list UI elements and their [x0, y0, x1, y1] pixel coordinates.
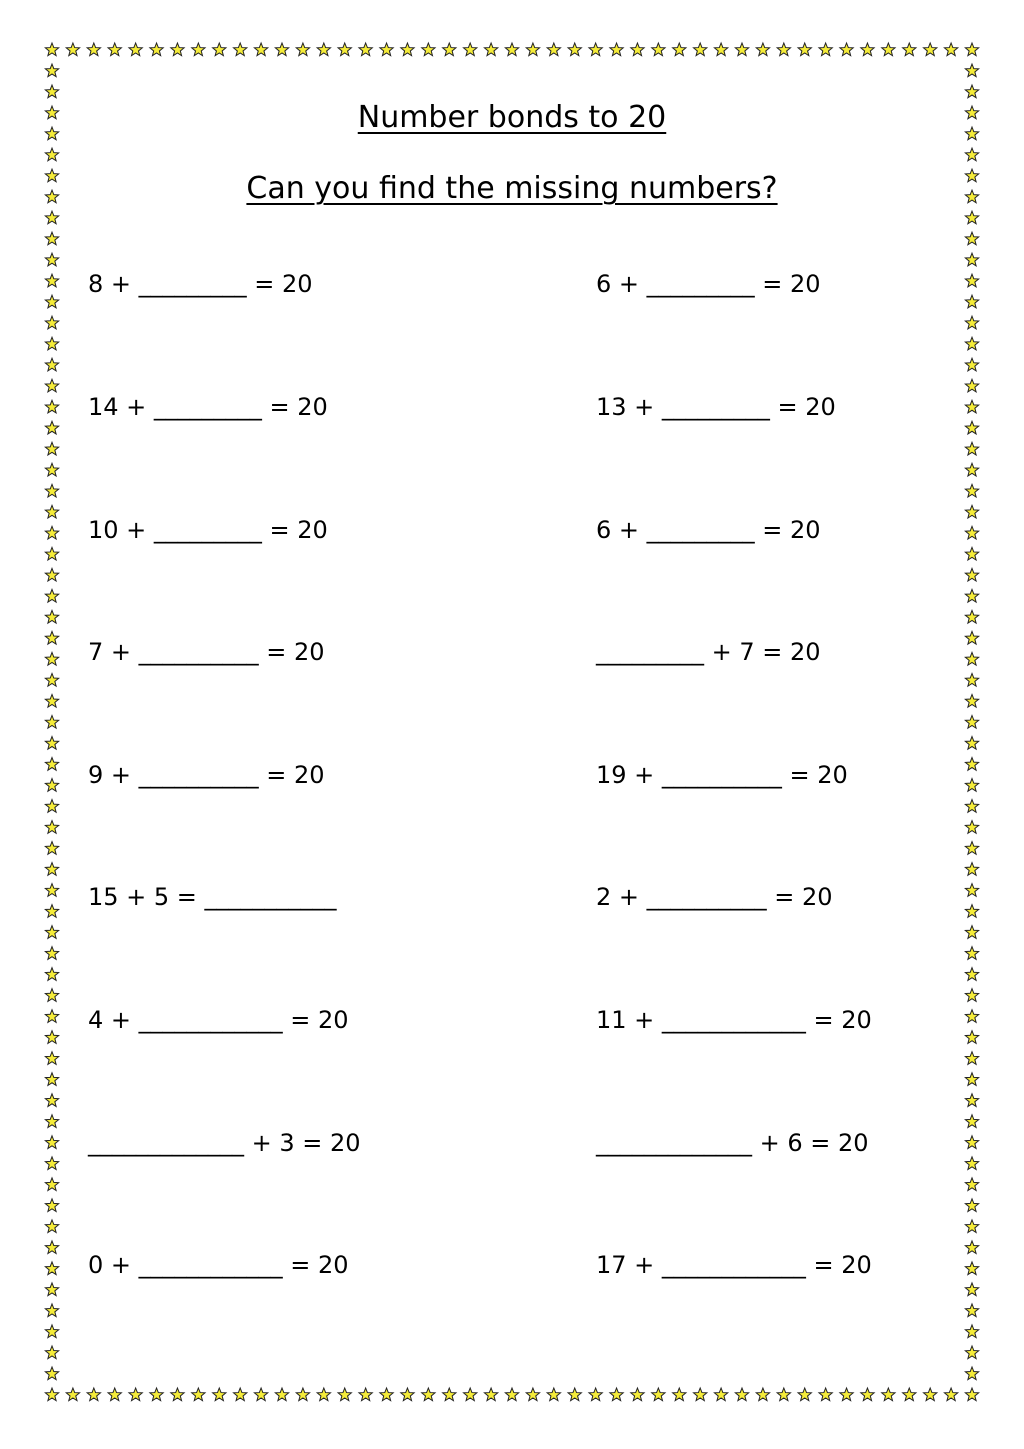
border-star-icon [965, 1010, 978, 1023]
border-star-icon [965, 758, 978, 771]
border-star-icon [45, 968, 58, 981]
border-star-icon [965, 737, 978, 750]
border-star-icon [275, 1388, 288, 1401]
border-star-icon [296, 43, 309, 56]
worksheet-subtitle-text: Can you find the missing numbers? [246, 171, 778, 206]
border-star-icon [610, 43, 623, 56]
border-star-icon [150, 43, 163, 56]
border-star-icon [965, 1136, 978, 1149]
border-star-icon [45, 358, 58, 371]
border-star-icon [735, 1388, 748, 1401]
border-star-icon [380, 1388, 393, 1401]
border-star-icon [965, 379, 978, 392]
border-star-icon [965, 1388, 978, 1401]
border-star-icon [965, 1094, 978, 1107]
problem-left[interactable]: 7 + __________ = 20 [88, 638, 325, 666]
border-star-icon [965, 1262, 978, 1275]
border-star-icon [359, 1388, 372, 1401]
border-star-icon [965, 842, 978, 855]
border-star-icon [45, 43, 58, 56]
border-star-icon [777, 43, 790, 56]
border-star-icon [903, 43, 916, 56]
border-star-icon [965, 64, 978, 77]
border-star-icon [756, 43, 769, 56]
border-star-icon [861, 1388, 874, 1401]
border-star-icon [45, 337, 58, 350]
border-star-icon [296, 1388, 309, 1401]
border-star-icon [45, 568, 58, 581]
worksheet-title-text: Number bonds to 20 [357, 100, 667, 135]
border-star-icon [965, 652, 978, 665]
border-star-icon [965, 211, 978, 224]
border-star-icon [965, 1052, 978, 1065]
border-star-icon [45, 1178, 58, 1191]
border-star-icon [610, 1388, 623, 1401]
border-star-icon [213, 1388, 226, 1401]
border-star-icon [965, 295, 978, 308]
border-star-icon [45, 1115, 58, 1128]
border-star-icon [965, 43, 978, 56]
border-star-icon [965, 1367, 978, 1380]
border-star-icon [965, 1157, 978, 1170]
border-star-icon [45, 379, 58, 392]
border-star-icon [882, 1388, 895, 1401]
border-star-icon [965, 148, 978, 161]
border-star-icon [45, 631, 58, 644]
border-star-icon [45, 484, 58, 497]
border-star-icon [317, 43, 330, 56]
border-star-icon [965, 1220, 978, 1233]
border-star-icon [965, 905, 978, 918]
border-star-icon [422, 43, 435, 56]
border-star-icon [484, 43, 497, 56]
border-star-icon [840, 43, 853, 56]
border-star-icon [45, 463, 58, 476]
border-star-icon [798, 43, 811, 56]
border-star-icon [965, 1073, 978, 1086]
border-star-icon [45, 421, 58, 434]
border-star-icon [924, 1388, 937, 1401]
border-star-icon [714, 43, 727, 56]
border-star-icon [234, 43, 247, 56]
border-star-icon [45, 989, 58, 1002]
border-star-icon [338, 1388, 351, 1401]
border-star-icon [129, 1388, 142, 1401]
border-star-icon [45, 673, 58, 686]
border-star-icon [882, 43, 895, 56]
border-star-icon [45, 1262, 58, 1275]
border-star-icon [965, 1304, 978, 1317]
border-star-icon [965, 863, 978, 876]
border-star-icon [45, 758, 58, 771]
worksheet-title [0, 100, 1024, 135]
border-star-icon [631, 43, 644, 56]
border-star-icon [714, 1388, 727, 1401]
border-star-icon [234, 1388, 247, 1401]
border-star-icon [965, 589, 978, 602]
border-star-icon [965, 358, 978, 371]
border-star-icon [275, 43, 288, 56]
border-star-icon [380, 43, 393, 56]
problem-right[interactable]: 2 + __________ = 20 [596, 883, 833, 911]
border-star-icon [45, 1010, 58, 1023]
border-star-icon [45, 947, 58, 960]
problem-right[interactable]: 17 + ____________ = 20 [596, 1251, 872, 1279]
border-star-icon [45, 85, 58, 98]
border-star-icon [45, 821, 58, 834]
problem-left[interactable]: 0 + ____________ = 20 [88, 1251, 349, 1279]
border-star-icon [840, 1388, 853, 1401]
border-star-icon [924, 43, 937, 56]
border-star-icon [965, 947, 978, 960]
border-star-icon [965, 232, 978, 245]
border-star-icon [401, 43, 414, 56]
border-star-icon [45, 253, 58, 266]
border-star-icon [45, 1241, 58, 1254]
problem-left[interactable]: 4 + ____________ = 20 [88, 1006, 349, 1034]
border-star-icon [965, 316, 978, 329]
border-star-icon [673, 1388, 686, 1401]
problem-right[interactable]: 6 + _________ = 20 [596, 270, 821, 298]
border-star-icon [673, 43, 686, 56]
border-star-icon [652, 43, 665, 56]
border-star-icon [45, 652, 58, 665]
border-star-icon [45, 442, 58, 455]
border-star-icon [965, 1178, 978, 1191]
border-star-icon [965, 274, 978, 287]
border-star-icon [45, 1094, 58, 1107]
border-star-icon [965, 673, 978, 686]
border-star-icon [505, 43, 518, 56]
border-star-icon [443, 43, 456, 56]
border-star-icon [965, 505, 978, 518]
border-star-icon [87, 1388, 100, 1401]
border-star-icon [965, 463, 978, 476]
border-star-icon [944, 1388, 957, 1401]
border-star-icon [965, 421, 978, 434]
border-star-icon [694, 1388, 707, 1401]
border-star-icon [45, 1283, 58, 1296]
border-star-icon [568, 43, 581, 56]
border-star-icon [45, 526, 58, 539]
problem-right[interactable]: 6 + _________ = 20 [596, 516, 821, 544]
border-star-icon [965, 716, 978, 729]
border-star-icon [45, 232, 58, 245]
problem-right[interactable]: _________ + 7 = 20 [596, 638, 821, 666]
border-star-icon [45, 1388, 58, 1401]
border-star-icon [589, 43, 602, 56]
border-star-icon [965, 85, 978, 98]
border-star-icon [45, 505, 58, 518]
border-star-icon [108, 1388, 121, 1401]
border-star-icon [965, 884, 978, 897]
border-star-icon [45, 547, 58, 560]
border-star-icon [965, 631, 978, 644]
border-star-icon [756, 1388, 769, 1401]
border-star-icon [965, 547, 978, 560]
border-star-icon [66, 1388, 79, 1401]
border-star-icon [965, 926, 978, 939]
border-star-icon [108, 43, 121, 56]
problem-left[interactable]: 8 + _________ = 20 [88, 270, 313, 298]
border-star-icon [798, 1388, 811, 1401]
border-star-icon [464, 1388, 477, 1401]
border-star-icon [45, 1073, 58, 1086]
border-star-icon [965, 1241, 978, 1254]
border-star-icon [965, 1283, 978, 1296]
border-star-icon [944, 43, 957, 56]
border-star-icon [45, 884, 58, 897]
border-star-icon [819, 1388, 832, 1401]
border-star-icon [965, 821, 978, 834]
border-star-icon [589, 1388, 602, 1401]
border-star-icon [45, 148, 58, 161]
problem-left[interactable]: 14 + _________ = 20 [88, 393, 328, 421]
border-star-icon [192, 43, 205, 56]
border-star-icon [45, 1367, 58, 1380]
border-star-icon [694, 43, 707, 56]
border-star-icon [45, 589, 58, 602]
border-star-icon [965, 779, 978, 792]
border-star-icon [45, 274, 58, 287]
border-star-icon [317, 1388, 330, 1401]
border-star-icon [129, 43, 142, 56]
border-star-icon [861, 43, 874, 56]
border-star-icon [171, 1388, 184, 1401]
problem-right[interactable]: 11 + ____________ = 20 [596, 1006, 872, 1034]
border-star-icon [505, 1388, 518, 1401]
border-star-icon [45, 1220, 58, 1233]
border-star-icon [965, 1199, 978, 1212]
border-star-icon [735, 43, 748, 56]
border-star-icon [526, 43, 539, 56]
border-star-icon [359, 43, 372, 56]
problem-right[interactable]: 13 + _________ = 20 [596, 393, 836, 421]
border-star-icon [965, 694, 978, 707]
border-star-icon [45, 1052, 58, 1065]
problem-left[interactable]: 10 + _________ = 20 [88, 516, 328, 544]
border-star-icon [965, 442, 978, 455]
border-star-icon [45, 800, 58, 813]
border-star-icon [45, 1325, 58, 1338]
problem-left[interactable]: 9 + __________ = 20 [88, 761, 325, 789]
border-star-icon [631, 1388, 644, 1401]
problem-left[interactable]: 15 + 5 = ___________ [88, 883, 337, 911]
border-star-icon [965, 337, 978, 350]
border-star-icon [150, 1388, 163, 1401]
border-star-icon [965, 568, 978, 581]
border-star-icon [965, 400, 978, 413]
border-star-icon [45, 64, 58, 77]
border-star-icon [484, 1388, 497, 1401]
problem-right[interactable]: _____________ + 6 = 20 [596, 1129, 869, 1157]
border-star-icon [45, 1031, 58, 1044]
border-star-icon [819, 43, 832, 56]
border-star-icon [338, 43, 351, 56]
border-star-icon [192, 1388, 205, 1401]
problem-right[interactable]: 19 + __________ = 20 [596, 761, 848, 789]
border-star-icon [965, 1115, 978, 1128]
border-star-icon [526, 1388, 539, 1401]
border-star-icon [401, 1388, 414, 1401]
border-star-icon [965, 989, 978, 1002]
border-star-icon [45, 400, 58, 413]
border-star-icon [45, 316, 58, 329]
border-star-icon [45, 1199, 58, 1212]
border-star-icon [443, 1388, 456, 1401]
border-star-icon [45, 737, 58, 750]
border-star-icon [965, 1325, 978, 1338]
border-star-icon [547, 1388, 560, 1401]
border-star-icon [45, 1346, 58, 1359]
border-star-icon [965, 1031, 978, 1044]
border-star-icon [547, 43, 560, 56]
border-star-icon [965, 610, 978, 623]
border-star-icon [45, 1136, 58, 1149]
border-star-icon [45, 610, 58, 623]
border-star-icon [903, 1388, 916, 1401]
border-star-icon [45, 1304, 58, 1317]
border-star-icon [965, 526, 978, 539]
border-star-icon [87, 43, 100, 56]
border-star-icon [254, 43, 267, 56]
border-star-icon [45, 211, 58, 224]
border-star-icon [45, 926, 58, 939]
border-star-icon [45, 905, 58, 918]
problem-left[interactable]: _____________ + 3 = 20 [88, 1129, 361, 1157]
border-star-icon [568, 1388, 581, 1401]
border-star-icon [965, 968, 978, 981]
border-star-icon [965, 253, 978, 266]
border-star-icon [45, 779, 58, 792]
border-star-icon [45, 842, 58, 855]
border-star-icon [464, 43, 477, 56]
border-star-icon [652, 1388, 665, 1401]
border-star-icon [45, 863, 58, 876]
border-star-icon [965, 1346, 978, 1359]
border-star-icon [213, 43, 226, 56]
worksheet-subtitle [0, 171, 1024, 206]
border-star-icon [66, 43, 79, 56]
border-star-icon [45, 1157, 58, 1170]
border-star-icon [254, 1388, 267, 1401]
border-star-icon [45, 716, 58, 729]
border-star-icon [45, 694, 58, 707]
border-star-icon [422, 1388, 435, 1401]
border-star-icon [45, 295, 58, 308]
border-star-icon [965, 800, 978, 813]
border-star-icon [171, 43, 184, 56]
border-star-icon [965, 484, 978, 497]
border-star-icon [777, 1388, 790, 1401]
